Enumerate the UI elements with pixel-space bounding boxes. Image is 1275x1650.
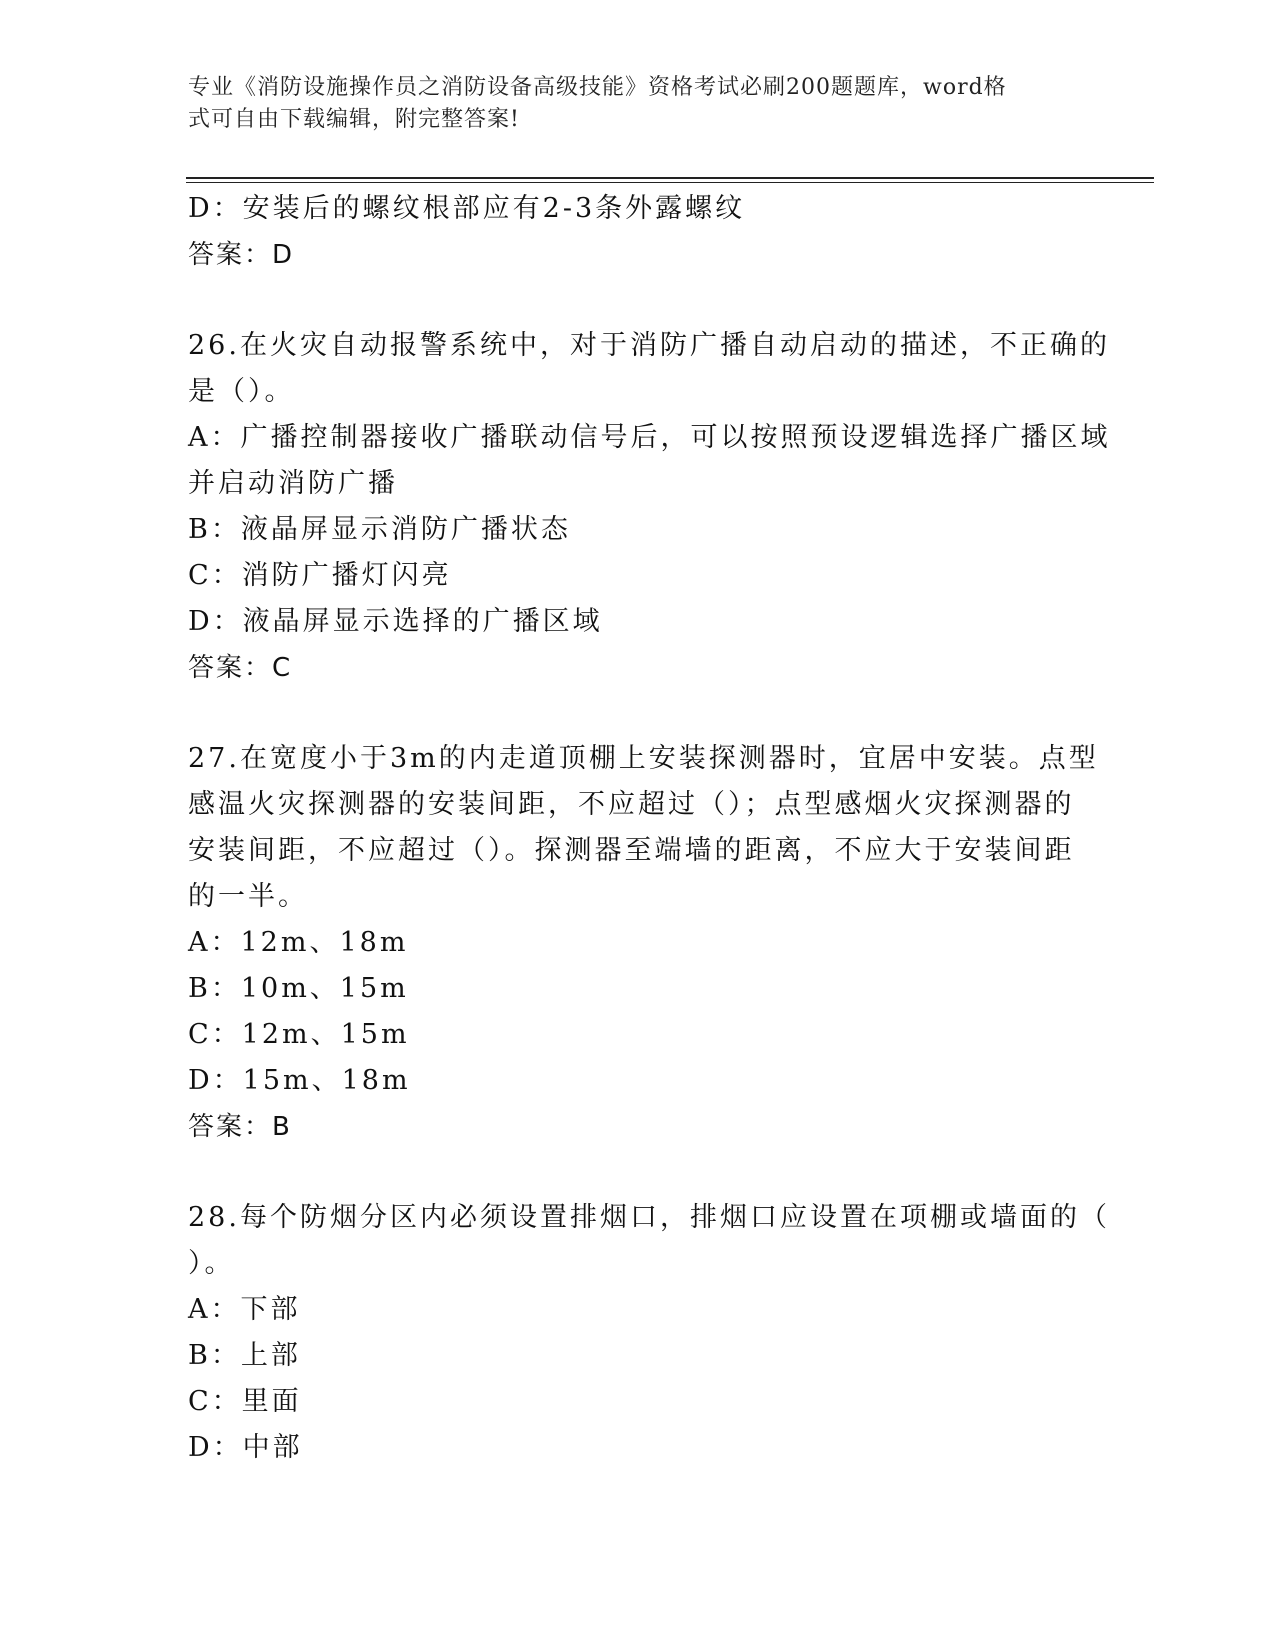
question-26-option-c: C：消防广播灯闪亮: [188, 560, 452, 591]
question-26-option-a-line-2: 并启动消防广播: [188, 468, 398, 499]
question-28-option-a: A：下部: [188, 1294, 301, 1325]
question-27-option-b: B：10m、15m: [188, 973, 409, 1004]
header-line-2: 式可自由下载编辑，附完整答案!: [188, 107, 520, 132]
question-26-answer: 答案：C: [188, 653, 293, 683]
question-27: [188, 736, 1099, 1150]
spacer: [188, 278, 1088, 323]
question-28-option-c: C：里面: [188, 1386, 302, 1417]
question-27-answer: 答案：B: [188, 1112, 292, 1142]
question-26-option-b: B：液晶屏显示消防广播状态: [188, 514, 571, 545]
spacer: [188, 691, 1088, 736]
question-27-stem-line-1: 27.在宽度小于3m的内走道顶棚上安装探测器时，宜居中安装。点型: [188, 743, 1099, 774]
question-27-option-d: D：15m、18m: [188, 1065, 411, 1096]
question-27-stem-line-3: 安装间距，不应超过（）。探测器至端墙的距离，不应大于安装间距: [188, 835, 1075, 866]
header-rule-thin: [186, 182, 1154, 183]
question-26-option-d: D：液晶屏显示选择的广播区域: [188, 606, 603, 637]
question-27-option-c: C：12m、15m: [188, 1019, 410, 1050]
previous-answer: 答案：D: [188, 240, 295, 270]
question-28-stem-line-2: ）。: [188, 1248, 235, 1279]
header-line-1: 专业《消防设施操作员之消防设备高级技能》资格考试必刷200题题库，word格: [188, 75, 1007, 100]
question-26: [188, 323, 1111, 691]
question-27-stem-line-2: 感温火灾探测器的安装间距，不应超过（）；点型感烟火灾探测器的: [188, 789, 1075, 820]
question-27-stem-line-4: 的一半。: [188, 881, 308, 912]
question-28: [188, 1195, 1110, 1471]
question-26-option-a-line-1: A：广播控制器接收广播联动信号后，可以按照预设逻辑选择广播区域: [188, 422, 1111, 453]
spacer: [188, 1150, 1088, 1195]
question-26-stem-line-1: 26.在火灾自动报警系统中，对于消防广播自动启动的描述，不正确的: [188, 330, 1110, 361]
previous-option-d: D：安装后的螺纹根部应有2-3条外露螺纹: [188, 193, 746, 224]
question-28-option-b: B：上部: [188, 1340, 301, 1371]
header-rule-thick: [186, 177, 1154, 179]
question-26-stem-line-2: 是（）。: [188, 376, 295, 407]
question-27-option-a: A：12m、18m: [188, 927, 409, 958]
question-28-stem-line-1: 28.每个防烟分区内必须设置排烟口，排烟口应设置在项棚或墙面的（: [188, 1202, 1110, 1233]
question-28-option-d: D：中部: [188, 1432, 303, 1463]
page-header: [188, 72, 1068, 136]
question-content: [188, 186, 1111, 1471]
